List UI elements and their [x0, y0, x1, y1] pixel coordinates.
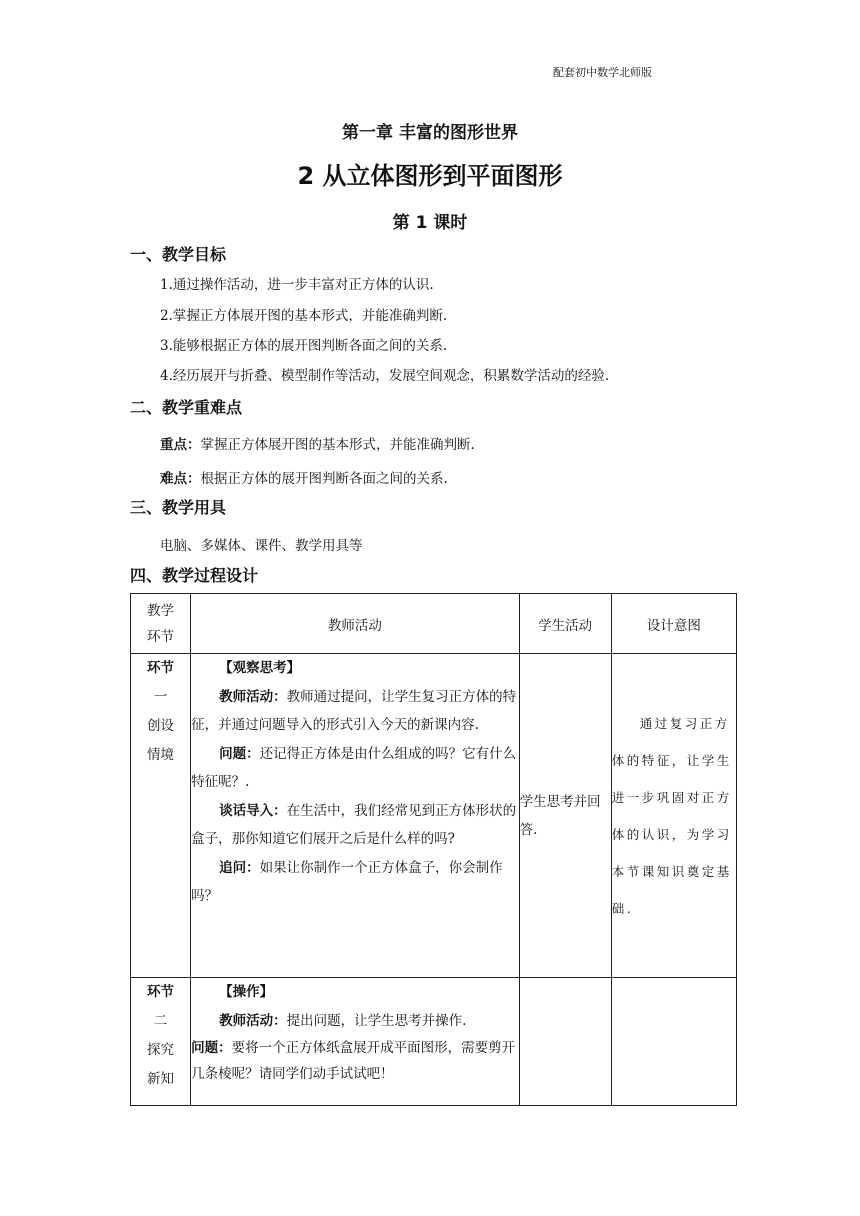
teacher-activity-cell [191, 654, 520, 978]
teacher-activity-cell [191, 978, 520, 1106]
goal-item: 2.掌握正方体展开图的基本形式，并能准确判断. [160, 308, 448, 324]
question-text: 还记得正方体是由什么组成的吗？它有什么特征呢？. [191, 745, 517, 790]
student-activity-cell: 学生思考并回答. [519, 654, 611, 978]
tools-text: 电脑、多媒体、课件、教学用具等 [160, 538, 363, 554]
stage-label: 二 [153, 1013, 168, 1029]
header-stage: 教学环节 [131, 594, 191, 654]
sub-heading: 【操作】 [219, 984, 274, 1000]
student-activity-cell [519, 978, 611, 1106]
section-heading-key-points: 二、教学重难点 [130, 398, 243, 417]
process-table [130, 593, 737, 1106]
header-intent: 设计意图 [611, 594, 736, 654]
goal-item: 4.经历展开与折叠、模型制作等活动，发展空间观念，积累数学活动的经验. [160, 368, 610, 384]
difficulty-label: 难点： [160, 471, 201, 487]
focus-label: 重点： [160, 437, 201, 453]
design-intent-cell [611, 654, 736, 978]
question-label: 问题： [191, 1040, 232, 1056]
lesson-title: 2 从立体图形到平面图形 [297, 162, 563, 190]
question-text: 要将一个正方体纸盒展开成平面图形，需要剪开几条棱呢？请同学们动手试试吧！ [191, 1040, 516, 1082]
header-note: 配套初中数学北师版 [553, 66, 652, 79]
section-heading-process: 四、教学过程设计 [130, 566, 259, 585]
design-intent-cell [611, 978, 736, 1106]
goal-item: 3.能够根据正方体的展开图判断各面之间的关系. [160, 338, 448, 354]
talk-text: 在生活中，我们经常见到正方体形状的盒子，那你知道它们展开之后是什么样的吗? [191, 802, 517, 847]
difficulty-text: 根据正方体的展开图判断各面之间的关系. [200, 471, 448, 487]
teacher-label: 教师活动： [219, 688, 287, 705]
stage-label: 创设 [147, 718, 175, 734]
sub-heading: 【观察思考】 [219, 660, 301, 676]
section-heading-goals: 一、教学目标 [130, 245, 227, 264]
teacher-text: 教师通过提问，让学生复习正方体的特征，并通过问题导入的形式引入今天的新课内容. [191, 688, 517, 733]
period-title: 第 1 课时 [392, 213, 468, 233]
table-row [131, 654, 737, 978]
focus-text: 掌握正方体展开图的基本形式，并能准确判断. [200, 437, 475, 453]
question-label: 问题： [219, 745, 260, 762]
teacher-label: 教师活动： [219, 1012, 287, 1029]
stage-label: 环节 [147, 984, 175, 1000]
header-student: 学生活动 [519, 594, 611, 654]
header-teacher: 教师活动 [191, 594, 520, 654]
stage-label: 探究 [147, 1042, 175, 1058]
stage-label: 情境 [147, 747, 175, 763]
focus-line [160, 433, 475, 453]
chapter-title: 第一章 丰富的图形世界 [342, 123, 518, 143]
teacher-text: 提出问题，让学生思考并操作. [286, 1012, 467, 1029]
design-intent-text: 通过复习正方体的特征，让学生进一步巩固对正方体的认识，为学习本节课知识奠定基础. [611, 715, 732, 916]
stage-cell [131, 654, 191, 978]
section-heading-tools: 三、教学用具 [130, 498, 227, 517]
stage-label: 新知 [147, 1071, 175, 1087]
stage-cell [131, 978, 191, 1106]
difficulty-line [160, 467, 448, 487]
table-header-row [131, 594, 737, 654]
table-row [131, 978, 737, 1106]
talk-label: 谈话导入： [219, 802, 287, 819]
stage-label: 环节 [147, 660, 175, 676]
stage-label: 一 [153, 689, 168, 705]
goal-item: 1.通过操作活动，进一步丰富对正方体的认识. [160, 277, 434, 293]
follow-text: 如果让你制作一个正方体盒子，你会制作吗？ [191, 859, 503, 904]
follow-label: 追问： [219, 859, 260, 876]
